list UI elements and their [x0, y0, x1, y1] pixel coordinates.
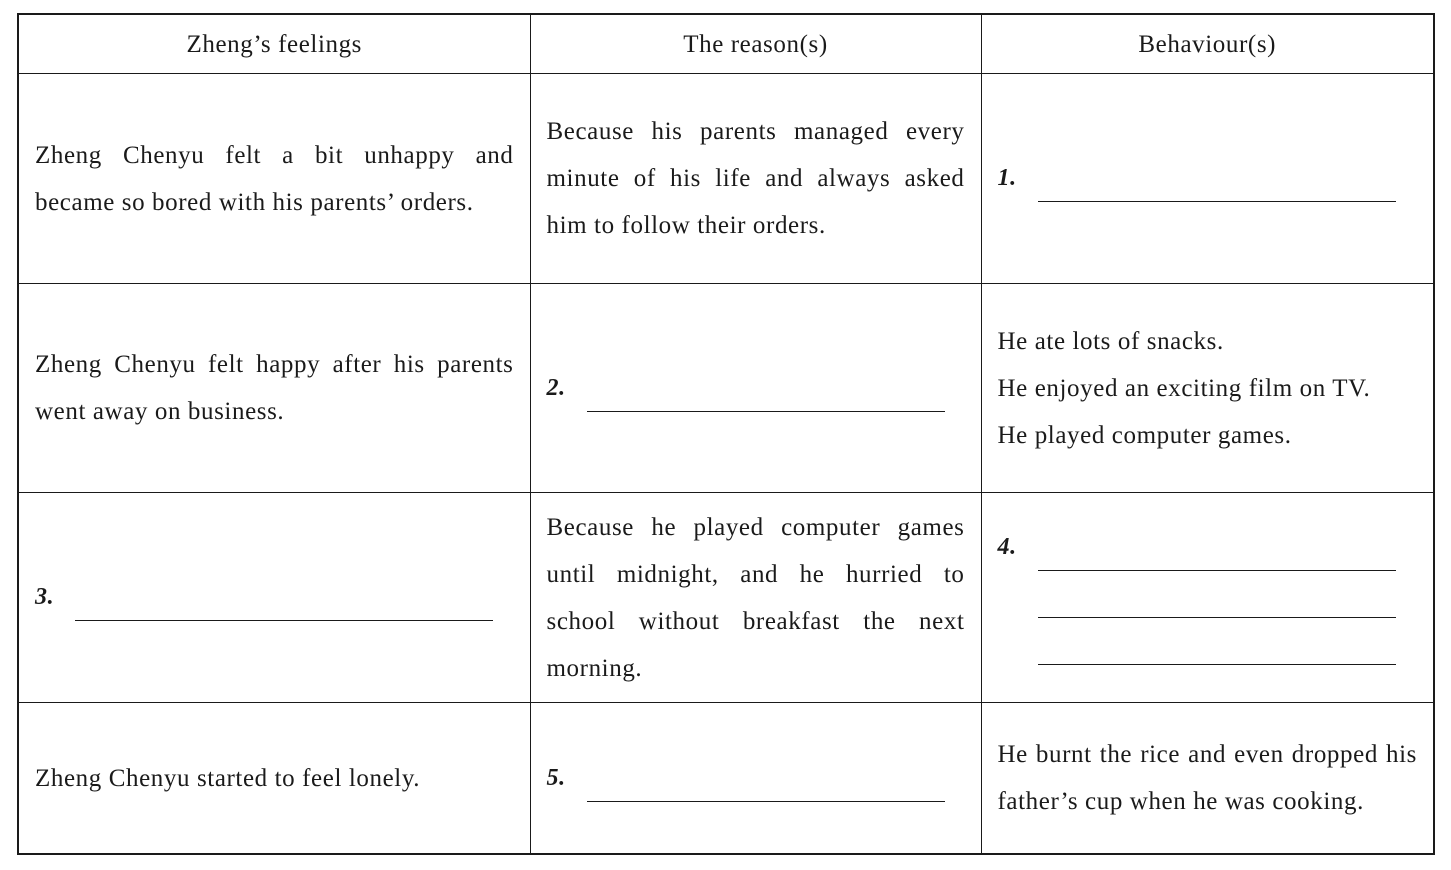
behaviour-cell — [981, 284, 1434, 493]
feelings-cell — [18, 493, 530, 703]
blank-4-group — [998, 524, 1418, 665]
header-reasons: The reason(s) — [530, 14, 981, 74]
table-row — [18, 284, 1434, 493]
answer-line[interactable] — [587, 775, 945, 802]
feelings-cell: Zheng Chenyu felt happy after his parents went away on business. — [18, 284, 530, 493]
blank-number: 5. — [546, 764, 566, 791]
blank-1[interactable] — [998, 155, 1418, 202]
answer-line[interactable] — [1038, 628, 1396, 665]
feelings-cell: Zheng Chenyu started to feel lonely. — [18, 703, 530, 855]
blank-4[interactable] — [998, 524, 1418, 571]
answer-line[interactable] — [1038, 544, 1396, 571]
table-row — [18, 74, 1434, 284]
blank-number: 3. — [35, 584, 55, 610]
header-feelings: Zheng’s feelings — [18, 14, 530, 74]
answer-line[interactable] — [1038, 581, 1396, 618]
behaviour-line: He enjoyed an exciting film on TV. — [997, 374, 1371, 402]
behaviour-cell — [981, 74, 1434, 284]
answer-line[interactable] — [75, 594, 493, 621]
blank-number: 4. — [997, 534, 1017, 560]
reason-cell — [530, 284, 981, 493]
header-behaviours: Behaviour(s) — [981, 14, 1434, 74]
behaviour-line: He ate lots of snacks. — [997, 327, 1224, 355]
table-row — [18, 493, 1434, 703]
reason-cell: Because his parents managed every minute of his life and always asked him to follow their orders. — [530, 74, 981, 284]
behaviour-cell — [981, 493, 1434, 703]
feelings-cell: Zheng Chenyu felt a bit unhappy and became so bored with his parents’ orders. — [18, 74, 530, 284]
blank-5[interactable] — [547, 755, 965, 802]
behaviour-line: He played computer games. — [997, 421, 1292, 449]
answer-line[interactable] — [587, 385, 945, 412]
reason-cell — [530, 703, 981, 855]
table-row — [18, 703, 1434, 855]
behaviour-cell: He burnt the rice and even dropped his father’s cup when he was cooking. — [981, 703, 1434, 855]
answer-line[interactable] — [1038, 175, 1396, 202]
blank-number: 2. — [546, 374, 566, 401]
reason-cell: Because he played computer games until midnight, and he hurried to school without breakfast the next morning. — [530, 493, 981, 703]
feelings-table — [17, 13, 1435, 855]
blank-3[interactable] — [35, 574, 514, 621]
blank-number: 1. — [997, 165, 1017, 191]
blank-2[interactable] — [547, 365, 965, 412]
header-row — [18, 14, 1434, 74]
